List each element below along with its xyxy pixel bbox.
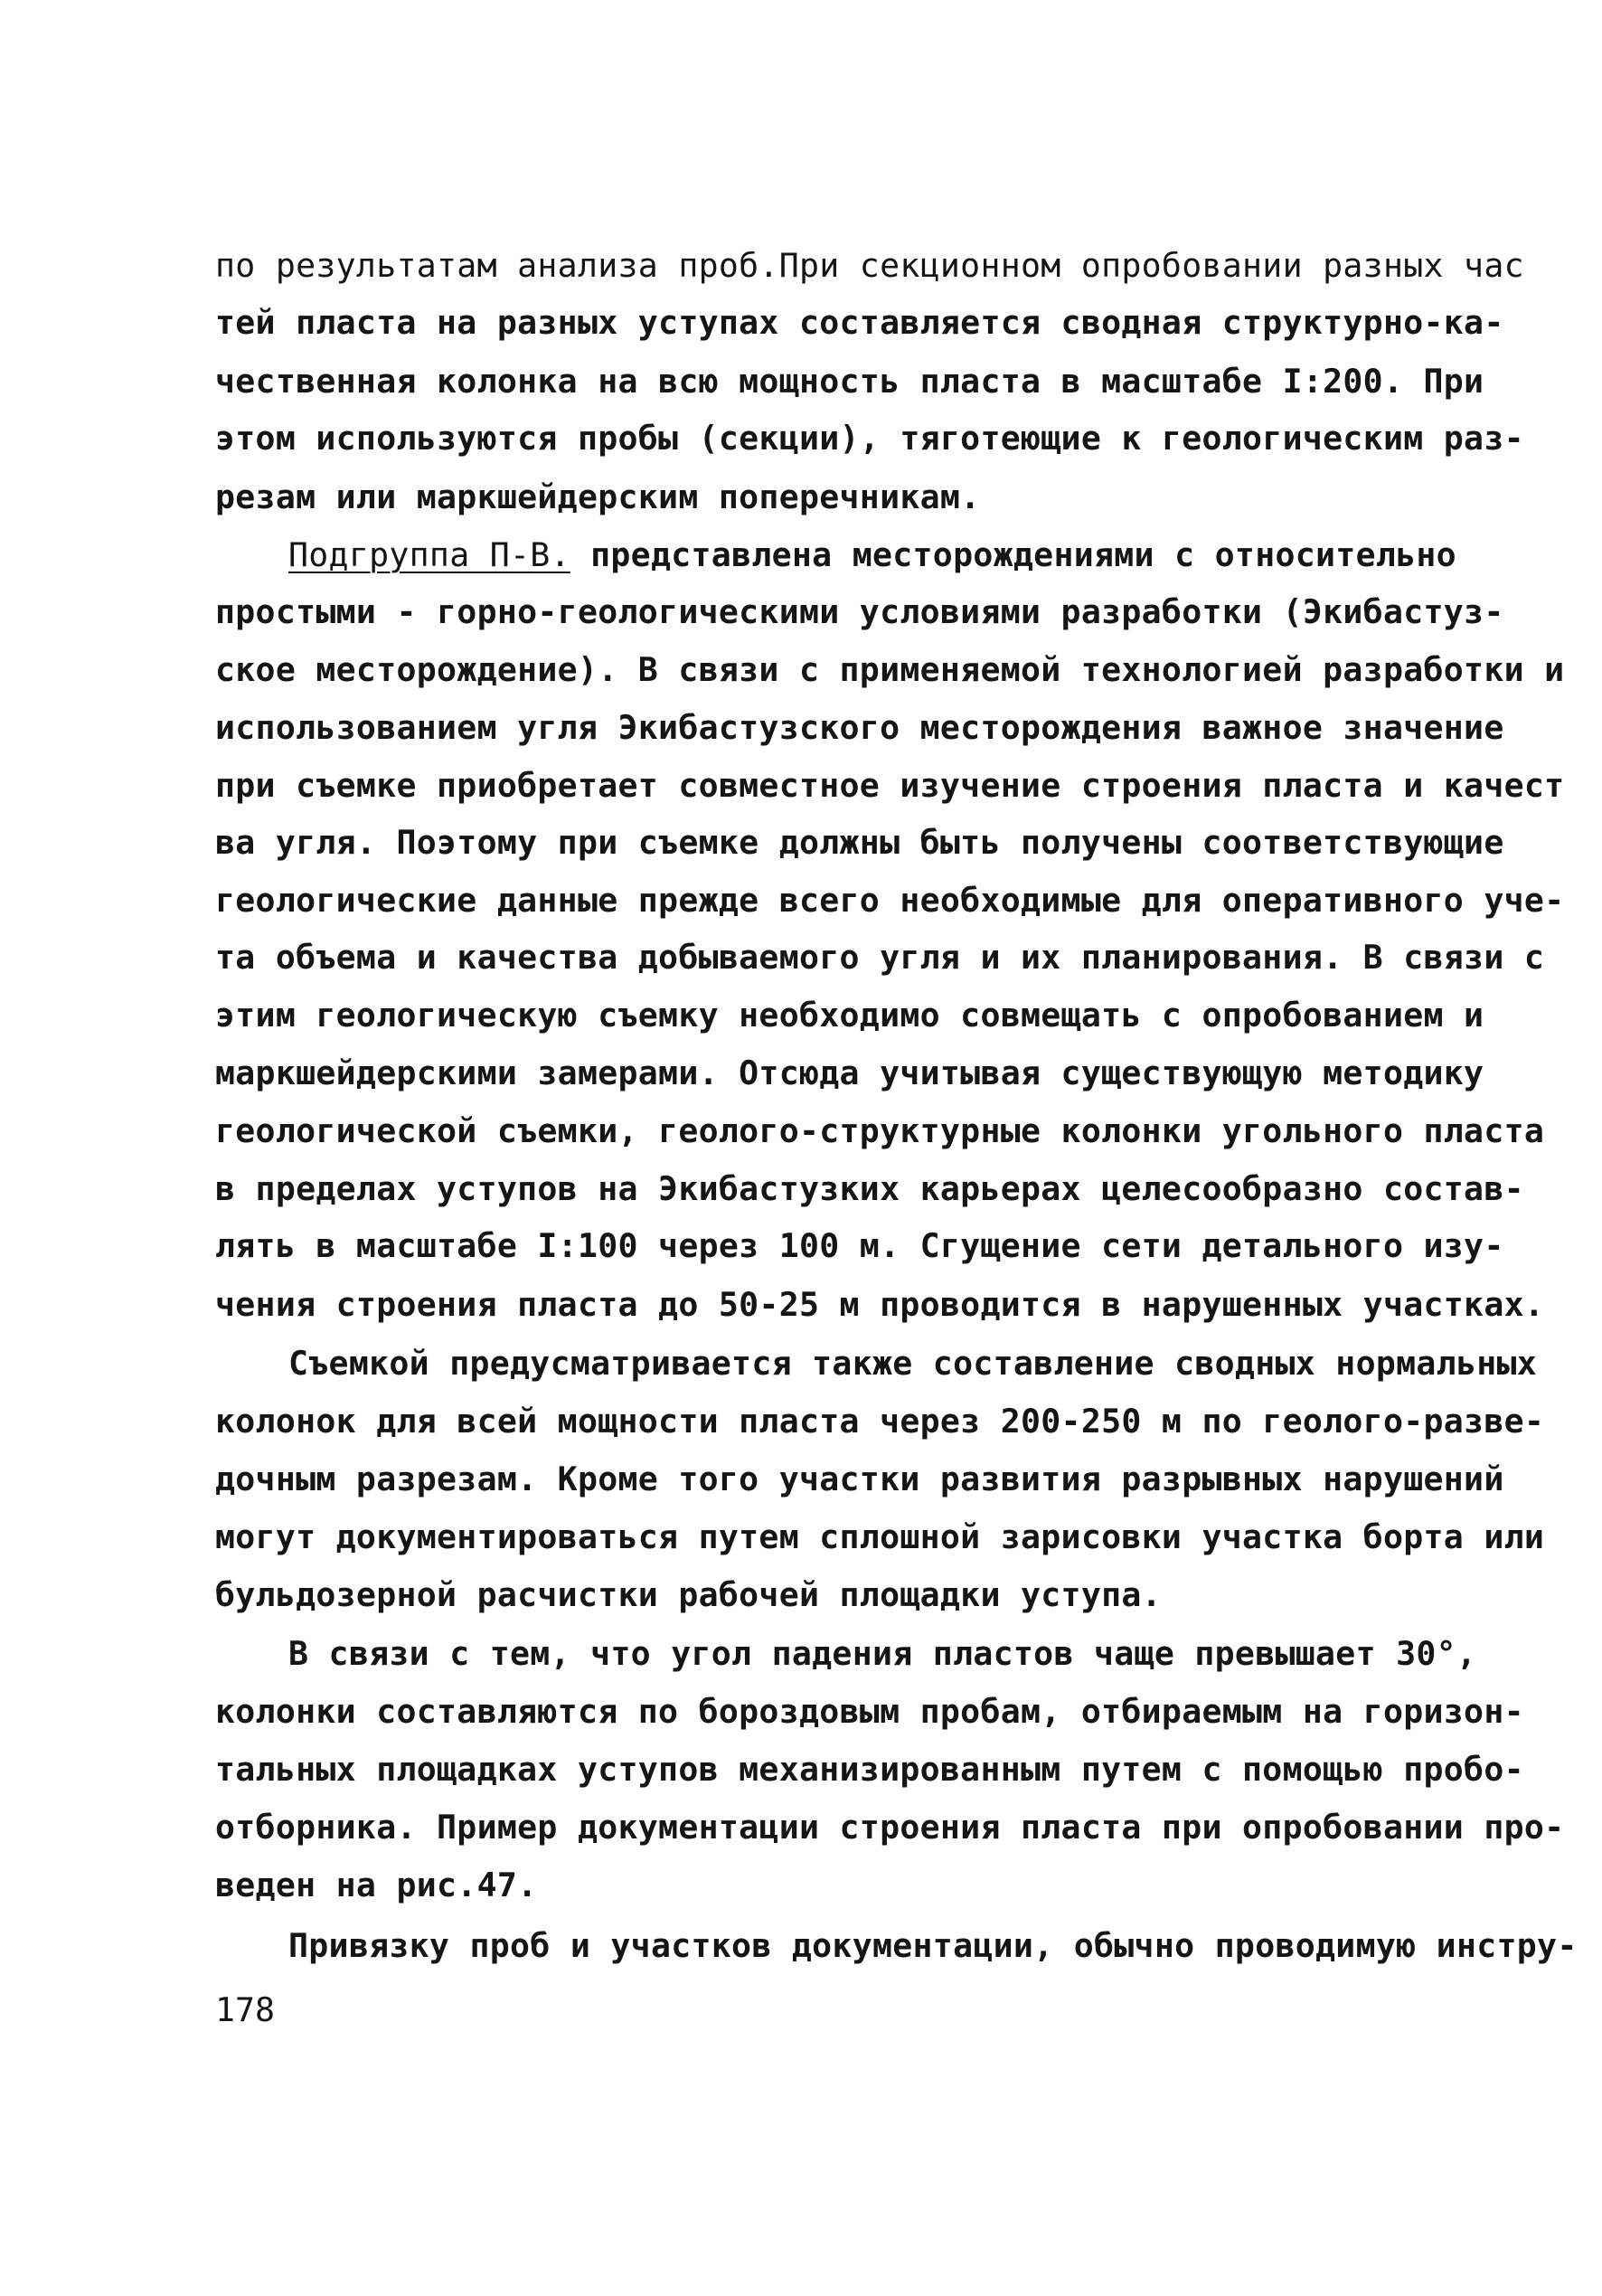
text-line: в пределах уступов на Экибастузких карьерах целесообразно состав-	[215, 1169, 1524, 1208]
text-line: Привязку проб и участков документации, обычно проводимую инстру-	[288, 1926, 1578, 1965]
text-line: колонок для всей мощности пласта через 200-250 м по геолого-разве-	[215, 1402, 1545, 1441]
text-line: Съемкой предусматривается также составление сводных нормальных	[288, 1344, 1538, 1383]
text-line: по результатам анализа проб.При секционном опробовании разных час	[215, 246, 1524, 285]
text-line: простыми - горно-геологическими условиями разработки (Экибастуз-	[215, 592, 1504, 631]
text-line: отборника. Пример документации строения пласта при опробовании про-	[215, 1808, 1565, 1847]
text-line: резам или маркшейдерским поперечникам.	[215, 477, 981, 516]
text-line: геологические данные прежде всего необходимые для оперативного уче-	[215, 881, 1565, 920]
text-fragment: представлена месторождениями с относительно	[570, 535, 1456, 574]
text-line: колонки составляются по бороздовым пробам, отбираемым на горизон-	[215, 1692, 1524, 1731]
text-line: геологической съемки, геолого-структурные колонки угольного пласта	[215, 1111, 1545, 1150]
text-line: ское месторождение). В связи с применяемой технологией разработки и	[215, 650, 1565, 689]
text-line: этом используются пробы (секции), тяготеющие к геологическим раз-	[215, 419, 1524, 458]
text-line: при съемке приобретает совместное изучение строения пласта и качест	[215, 766, 1565, 805]
text-line: могут документироваться путем сплошной зарисовки участка борта или	[215, 1517, 1545, 1556]
page-number: 178	[215, 1990, 275, 2029]
text-line: чественная колонка на всю мощность пласта в масштабе I:200. При	[215, 362, 1484, 401]
text-line: В связи с тем, что угол падения пластов чаще превышает 30°,	[288, 1634, 1477, 1673]
text-line: чения строения пласта до 50-25 м проводится в нарушенных участках.	[215, 1285, 1545, 1324]
text-line: использованием угля Экибастузского месторождения важное значение	[215, 708, 1504, 747]
text-line: этим геологическую съемку необходимо совмещать с опробованием и	[215, 996, 1484, 1035]
text-line: маркшейдерскими замерами. Отсюда учитывая существующую методику	[215, 1054, 1484, 1092]
paragraph-first-line	[288, 535, 1456, 574]
section-heading: Подгруппа П-В.	[288, 535, 570, 574]
text-line: лять в масштабе I:100 через 100 м. Сгущение сети детального изу-	[215, 1226, 1504, 1265]
text-line: веден на рис.47.	[215, 1866, 538, 1904]
text-line: тей пласта на разных уступах составляется сводная структурно-ка-	[215, 303, 1504, 342]
text-line: ва угля. Поэтому при съемке должны быть получены соответствующие	[215, 823, 1504, 862]
text-line: дочным разрезам. Кроме того участки развития разрывных нарушений	[215, 1460, 1504, 1498]
text-line: бульдозерной расчистки рабочей площадки уступа.	[215, 1575, 1162, 1614]
text-line: тальных площадках уступов механизированным путем с помощью пробо-	[215, 1750, 1524, 1789]
text-line: та объема и качества добываемого угля и их планирования. В связи с	[215, 938, 1545, 977]
